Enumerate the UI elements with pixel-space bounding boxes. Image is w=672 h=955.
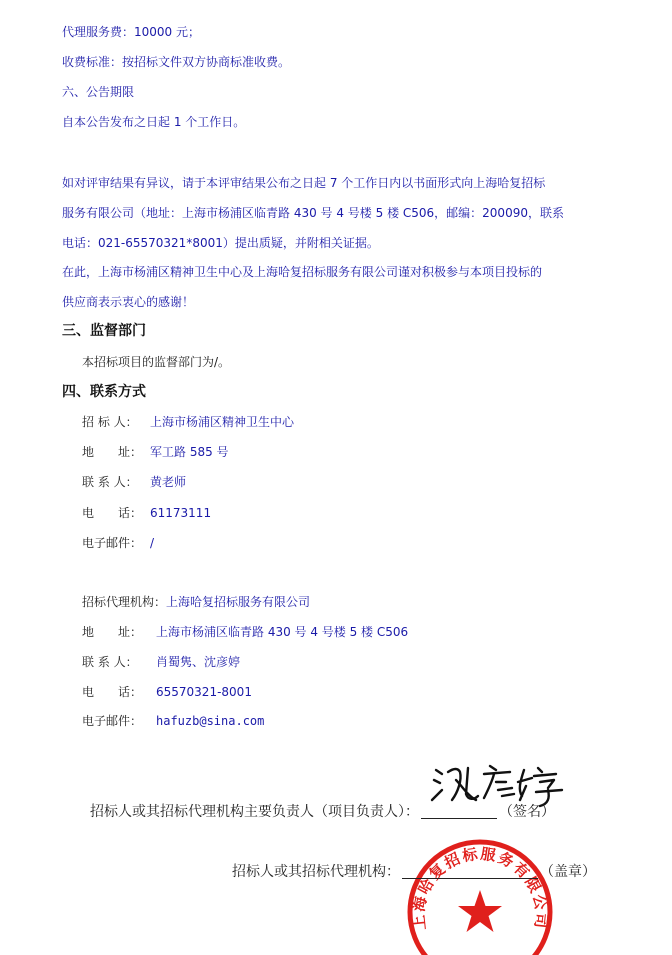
supervision-text: 本招标项目的监督部门为/。 <box>82 355 231 369</box>
tenderer-person-row <box>82 474 186 490</box>
signature-blank <box>421 806 497 819</box>
responsible-sign-row <box>90 804 555 820</box>
tenderer-address-label: 地 址： <box>82 445 143 459</box>
organization-seal-row <box>232 864 596 880</box>
sign-suffix: （签名） <box>499 804 555 820</box>
tenderer-phone-label: 电 话： <box>82 506 143 520</box>
seal-text: 上海哈复招标服务有限公司 <box>409 844 551 932</box>
tenderer-name-row <box>82 414 294 430</box>
thanks-line-2: 供应商表示衷心的感谢！ <box>62 295 195 309</box>
tenderer-phone-value: 61173111 <box>150 506 212 520</box>
tenderer-name-label: 招 标 人： <box>82 415 138 429</box>
agency-person-row <box>82 654 240 670</box>
tenderer-person-label: 联 系 人： <box>82 475 138 489</box>
agency-phone-label: 电 话： <box>82 685 143 699</box>
company-seal <box>400 822 560 955</box>
tenderer-email-row <box>82 535 154 551</box>
objection-line-2: 服务有限公司（地址：上海市杨浦区临青路 430 号 4 号楼 5 楼 C506，邮编：200090，联系 <box>62 206 564 220</box>
notice-period-text: 自本公告发布之日起 1 个工作日。 <box>62 115 246 129</box>
objection-line-1: 如对评审结果有异议，请于本评审结果公布之日起 7 个工作日内以书面形式向上海哈复招标 <box>62 176 546 190</box>
tenderer-name-value: 上海市杨浦区精神卫生中心 <box>150 415 295 429</box>
notice-period-heading: 六、公告期限 <box>62 85 135 99</box>
tenderer-email-label: 电子邮件： <box>82 536 143 550</box>
tenderer-address-row <box>82 444 229 460</box>
seal-star-icon <box>458 890 502 932</box>
tenderer-person-value: 黄老师 <box>150 475 187 489</box>
seal-blank <box>402 866 538 879</box>
agency-phone-value: 65570321-8001 <box>156 685 252 699</box>
agency-address-value: 上海市杨浦区临青路 430 号 4 号楼 5 楼 C506 <box>156 625 409 639</box>
responsible-label: 招标人或其招标代理机构主要负责人（项目负责人）： <box>90 804 419 820</box>
agency-person-value: 肖蜀隽、沈彦婷 <box>156 655 241 669</box>
contact-heading: 四、联系方式 <box>62 384 146 400</box>
seal-suffix: （盖章） <box>540 864 596 880</box>
supervision-heading: 三、监督部门 <box>62 323 146 339</box>
thanks-line-1: 在此，上海市杨浦区精神卫生中心及上海哈复招标服务有限公司谨对积极参与本项目投标的 <box>62 265 543 279</box>
agency-phone-row <box>82 684 252 700</box>
tenderer-phone-row <box>82 505 211 521</box>
tenderer-address-value: 军工路 585 号 <box>150 445 229 459</box>
tenderer-email-value: / <box>150 536 155 550</box>
objection-line-3: 电话：021-65570321*8001）提出质疑，并附相关证据。 <box>62 236 379 250</box>
agency-name-value: 上海哈复招标服务有限公司 <box>166 595 311 609</box>
agency-email-label: 电子邮件： <box>82 714 143 728</box>
service-fee-line: 代理服务费：10000 元； <box>62 25 200 39</box>
agency-person-label: 联 系 人： <box>82 655 138 669</box>
agency-email-row <box>82 713 264 729</box>
agency-address-row <box>82 624 408 640</box>
handwritten-signature <box>428 760 588 810</box>
agency-name-row <box>82 594 310 610</box>
organization-label: 招标人或其招标代理机构： <box>232 864 400 880</box>
agency-address-label: 地 址： <box>82 625 143 639</box>
fee-standard-line: 收费标准：按招标文件双方协商标准收费。 <box>62 55 291 69</box>
agency-email-value: hafuzb@sina.com <box>156 714 265 728</box>
agency-name-label: 招标代理机构： <box>82 595 167 609</box>
